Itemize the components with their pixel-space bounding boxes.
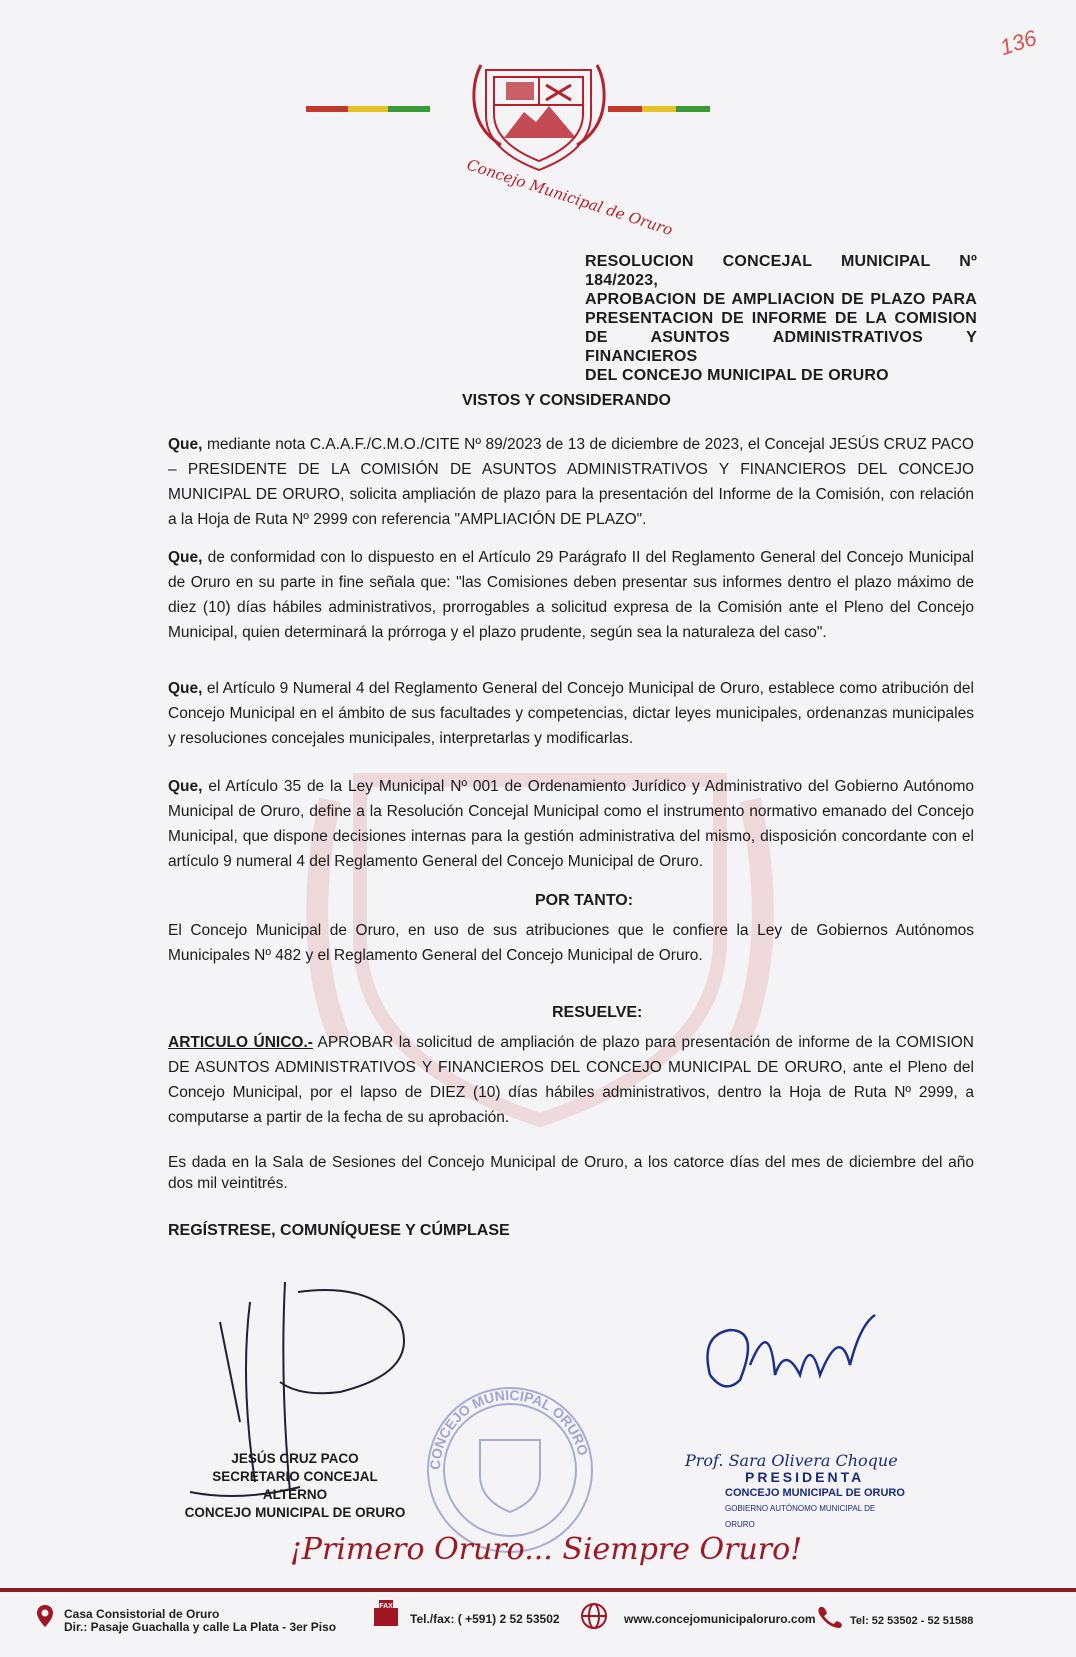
svg-text:CONCEJO MUNICIPAL ORURO: [427, 1387, 592, 1470]
heading-vistos: VISTOS Y CONSIDERANDO: [462, 392, 671, 409]
footer-address-line1: Casa Consistorial de Oruro: [64, 1607, 220, 1621]
paragraph-dada: Es dada en la Sala de Sesiones del Concejo Municipal de Oruro, a los catorce días del mes de diciembre del año dos mil veintitrés.: [168, 1154, 974, 1192]
fax-icon: [372, 1598, 400, 1628]
globe-icon: [580, 1602, 608, 1630]
signatory-left-org: CONCEJO MUNICIPAL DE ORURO: [184, 1505, 406, 1520]
paragraph-articulo-unico: [168, 1030, 974, 1130]
footer-divider: [0, 1588, 1076, 1592]
title-line: RESOLUCION CONCEJAL MUNICIPAL Nº 184/2023,: [585, 253, 977, 289]
paragraph-considerando-4: [168, 774, 974, 874]
footer: [0, 1594, 1076, 1654]
title-line: DE ASUNTOS ADMINISTRATIVOS Y FINANCIEROS: [585, 329, 977, 365]
title-line: PRESENTACION DE INFORME DE LA COMISION: [585, 310, 977, 327]
municipal-seal-logo: [446, 40, 675, 240]
signatory-right-role: PRESIDENTA: [745, 1469, 865, 1485]
signatory-right: [685, 1453, 905, 1533]
paragraph-considerando-1: [168, 432, 974, 532]
paragraph-text: de conformidad con lo dispuesto en el Artículo 29 Parágrafo II del Reglamento General del Concejo Municipal de Oruro en su parte in fine señala que: "las Comisiones deben presentar sus informes dentro el plazo máximo de diez (10) días hábiles administrativos, prorrogables a solicitud expresa de la Comisión ante el Pleno del Concejo Municipal, quien determinará la prórroga y el plazo prudente, según sea la naturaleza del caso".: [168, 549, 974, 641]
registrese-line: REGÍSTRESE, COMUNÍQUESE Y CÚMPLASE: [168, 1222, 510, 1239]
articulo-label: ARTICULO ÚNICO.-: [168, 1034, 313, 1051]
paragraph-lead: Que,: [168, 778, 203, 795]
location-pin-icon: [36, 1604, 54, 1628]
heading-resuelve: RESUELVE:: [552, 1004, 643, 1021]
fax-icon-label: FAX: [379, 1603, 393, 1610]
signatory-left: [180, 1450, 410, 1522]
paragraph-lead: Que,: [168, 549, 203, 566]
paragraph-text: el Artículo 9 Numeral 4 del Reglamento General del Concejo Municipal de Oruro, establece como atribución del Concejo Municipal en el ámbito de sus facultades y competencias, dictar leyes municipales, ordenanzas municipales y resoluciones concejales municipales, interpretarlas y modificarlas.: [168, 680, 974, 747]
paragraph-considerando-2: [168, 545, 974, 645]
header-stripe-left: [306, 106, 430, 112]
articulo-text: APROBAR la solicitud de ampliación de plazo para presentación de informe de la COMISION DE ASUNTOS ADMINISTRATIVOS Y FINANCIEROS DEL CONCEJO MUNICIPAL DE ORURO, ante el Pleno del Concejo Municipal, por el lapso de DIEZ (10) días hábiles administrativos, dentro la Hoja de Ruta Nº 2999, a computarse a partir de la fecha de su aprobación.: [168, 1034, 974, 1126]
signatory-right-gov: GOBIERNO AUTÓNOMO MUNICIPAL DE ORURO: [725, 1504, 876, 1529]
paragraph-por-tanto: El Concejo Municipal de Oruro, en uso de sus atribuciones que le confiere la Ley de Gobiernos Autónomos Municipales Nº 482 y el Reglamento General del Concejo Municipal de Oruro.: [168, 922, 974, 964]
footer-address-line2: Dir.: Pasaje Guachalla y calle La Plata - 3er Piso: [64, 1620, 337, 1634]
paragraph-lead: Que,: [168, 436, 203, 453]
seal-caption: Concejo Municipal de Oruro: [464, 155, 675, 240]
signatory-left-role: SECRETARIO CONCEJAL ALTERNO: [212, 1469, 378, 1502]
signatory-right-name: Prof. Sara Olivera Choque: [685, 1451, 898, 1470]
motto: ¡Primero Oruro... Siempre Oruro!: [289, 1532, 803, 1567]
signatory-left-name: JESÚS CRUZ PACO: [231, 1451, 359, 1466]
title-line: APROBACION DE AMPLIACION DE PLAZO PARA: [585, 291, 977, 308]
signature-right-image: [690, 1305, 890, 1425]
footer-telfax: Tel./fax: ( +591) 2 52 53502: [410, 1612, 560, 1626]
phone-icon: [816, 1604, 844, 1628]
paragraph-considerando-3: [168, 676, 974, 751]
title-line: DEL CONCEJO MUNICIPAL DE ORURO: [585, 367, 889, 384]
footer-tel: Tel: 52 53502 - 52 51588: [850, 1615, 974, 1627]
stamp-text: CONCEJO MUNICIPAL ORURO: [426, 1386, 592, 1471]
signatory-right-org: CONCEJO MUNICIPAL DE ORURO: [725, 1487, 905, 1499]
heading-por-tanto: POR TANTO:: [535, 892, 634, 909]
footer-address: [64, 1608, 336, 1634]
footer-website: www.concejomunicipaloruro.com: [624, 1612, 816, 1626]
paragraph-lead: Que,: [168, 680, 203, 697]
page-number-handwritten: 136: [996, 24, 1040, 61]
resolution-title: [585, 252, 977, 385]
paragraph-text: mediante nota C.A.A.F./C.M.O./CITE Nº 89/2023 de 13 de diciembre de 2023, el Concejal JESÚS CRUZ PACO – PRESIDENTE DE LA COMISIÓN DE ASUNTOS ADMINISTRATIVOS Y FINANCIEROS DEL CONCEJO MUNICIPAL DE ORURO, solicita ampliación de plazo para la presentación del Informe de la Comisión, con relación a la Hoja de Ruta Nº 2999 con referencia "AMPLIACIÓN DE PLAZO".: [168, 436, 974, 528]
paragraph-text: el Artículo 35 de la Ley Municipal Nº 001 de Ordenamiento Jurídico y Administrativo del Gobierno Autónomo Municipal de Oruro, define a la Resolución Concejal Municipal como el instrumento normativo emanado del Concejo Municipal, que dispone decisiones internas para la gestión administrativa del mismo, disposición concordante con el artículo 9 numeral 4 del Reglamento General del Concejo Municipal de Oruro.: [168, 778, 974, 870]
